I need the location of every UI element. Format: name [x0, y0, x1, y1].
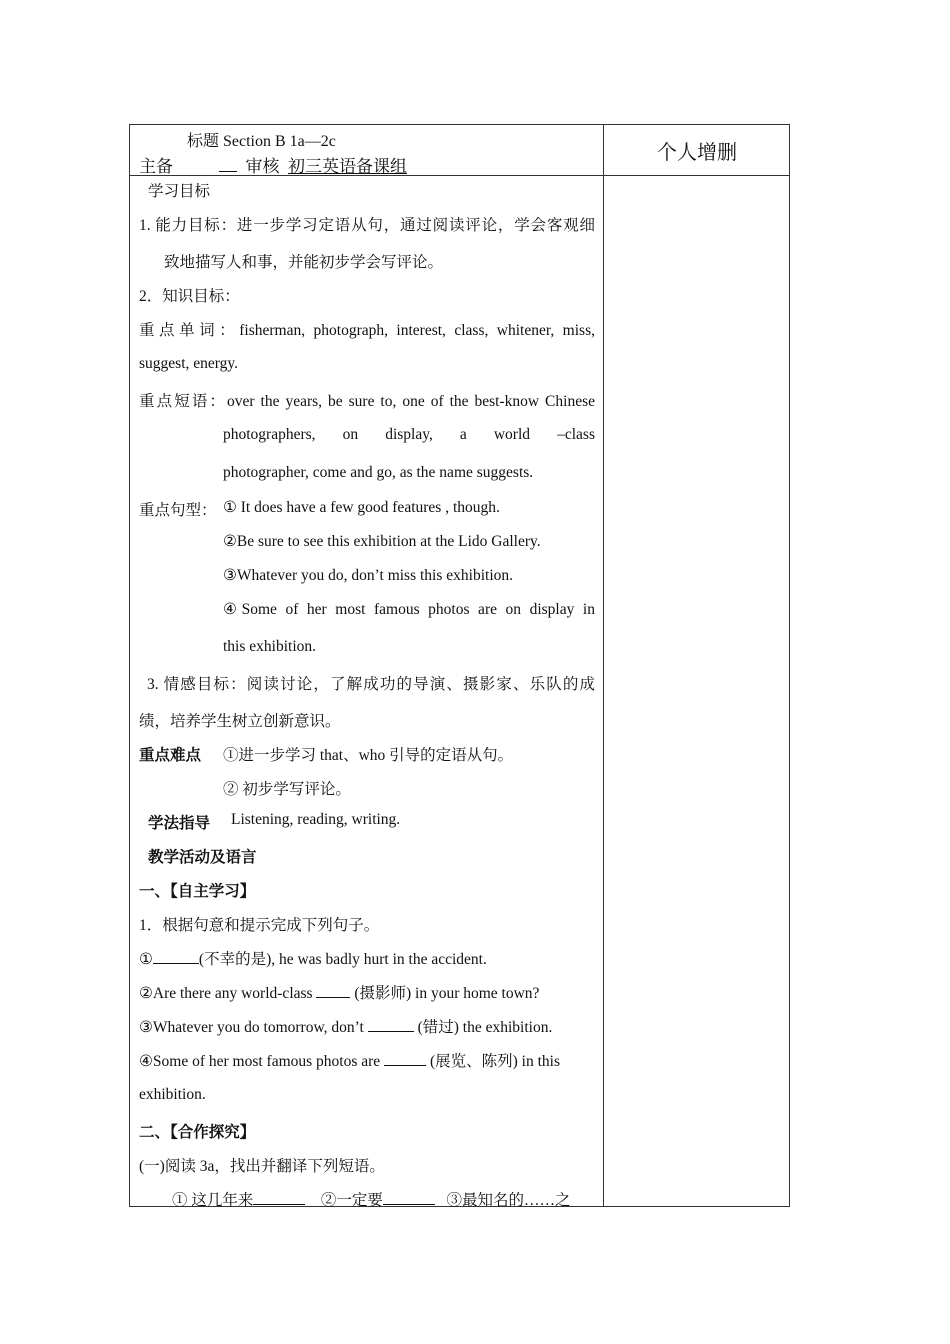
question-2-blank	[316, 985, 350, 998]
goal-knowledge: 2．知识目标：	[139, 288, 240, 305]
key-sentence-2: ②Be sure to see this exhibition at the Lido Gallery.	[223, 533, 541, 550]
key-sentence-4-line1: ④Some of her most famous photos are on display in	[223, 601, 595, 618]
goal-emotion-line2: 绩，培养学生树立创新意识。	[139, 713, 341, 730]
key-sentence-1: ① It does have a few good features , though.	[223, 499, 500, 516]
key-points-label: 重点难点	[139, 747, 202, 764]
key-phrases-line1: 重点短语：over the years, be sure to, one of the best-know Chinese	[139, 393, 595, 410]
phrase-1: ① 这几年来	[172, 1192, 254, 1209]
phrase-1-blank	[253, 1192, 305, 1205]
question-1	[139, 947, 487, 969]
question-2-prefix: ②Are there any world-class	[139, 985, 317, 1002]
question-3-prefix: ③Whatever you do tomorrow, don’t	[139, 1019, 368, 1036]
prepared-label: 主备	[139, 157, 173, 176]
section-cooperative: 二、【合作探究】	[139, 1124, 256, 1141]
question-2	[139, 981, 539, 1003]
question-4-prefix: ④Some of her most famous photos are	[139, 1053, 385, 1070]
question-2-suffix: (摄影师) in your home town?	[350, 985, 540, 1002]
phrase-2: ②一定要	[320, 1192, 383, 1209]
key-sentence-4-line2: this exhibition.	[223, 638, 316, 655]
key-sentences-label: 重点句型：	[139, 502, 217, 519]
column-divider	[603, 125, 604, 1206]
question-4-suffix: (展览、陈列) in this	[426, 1053, 560, 1070]
reviewer-label: 审核	[245, 157, 280, 176]
key-words-line1: 重点单词：fisherman, photograph, interest, class, whitener, miss,	[139, 322, 595, 339]
goal-emotion-line1: 3. 情感目标：阅读讨论，了解成功的导演、摄影家、乐队的成	[147, 676, 595, 693]
notes-column-header: 个人增删	[657, 139, 737, 164]
key-phrases-line3: photographer, come and go, as the name suggests.	[223, 464, 534, 481]
lesson-title: 标题 Section B 1a—2c	[187, 133, 336, 150]
goal-ability-line2: 致地描写人和事，并能初步学会写评论。	[164, 254, 444, 271]
prepared-blank	[219, 157, 237, 172]
lesson-plan-table	[129, 124, 790, 1207]
question-3	[139, 1015, 552, 1037]
reviewer-name: 初三英语备课组	[288, 157, 407, 176]
task-complete-sentences: 1．根据句意和提示完成下列句子。	[139, 917, 380, 934]
activities-label: 教学活动及语言	[148, 849, 257, 866]
method-text: Listening, reading, writing.	[231, 811, 401, 828]
key-point-1: ①进一步学习 that、who 引导的定语从句。	[223, 747, 514, 764]
key-words-line2: suggest, energy.	[139, 355, 239, 372]
phrase-prompts	[172, 1188, 571, 1210]
phrase-2-blank	[383, 1192, 435, 1205]
question-1-blank	[153, 951, 199, 964]
goal-ability-line1: 1. 能力目标：进一步学习定语从句，通过阅读评论，学会客观细	[139, 217, 595, 234]
question-1-prefix: ①	[139, 951, 153, 968]
question-4-line1	[139, 1049, 560, 1071]
question-3-suffix: (错过) the exhibition.	[413, 1019, 553, 1036]
method-label: 学法指导	[148, 815, 211, 832]
task-phrases: (一)阅读 3a，找出并翻译下列短语。	[139, 1158, 385, 1175]
phrase-3: ③最知名的……之	[446, 1192, 571, 1209]
goals-title: 学习目标	[148, 183, 211, 200]
section-self-study: 一、【自主学习】	[139, 883, 256, 900]
question-1-suffix: (不幸的是), he was badly hurt in the accident.	[198, 951, 487, 968]
key-sentence-3: ③Whatever you do, don’t miss this exhibition.	[223, 567, 513, 584]
question-4-line2: exhibition.	[139, 1086, 206, 1103]
question-4-blank	[384, 1053, 426, 1066]
question-3-blank	[368, 1019, 414, 1032]
key-phrases-line2: photographers, on display, a world –class	[223, 426, 595, 443]
key-point-2: ② 初步学写评论。	[223, 781, 351, 798]
header-meta	[139, 152, 407, 177]
